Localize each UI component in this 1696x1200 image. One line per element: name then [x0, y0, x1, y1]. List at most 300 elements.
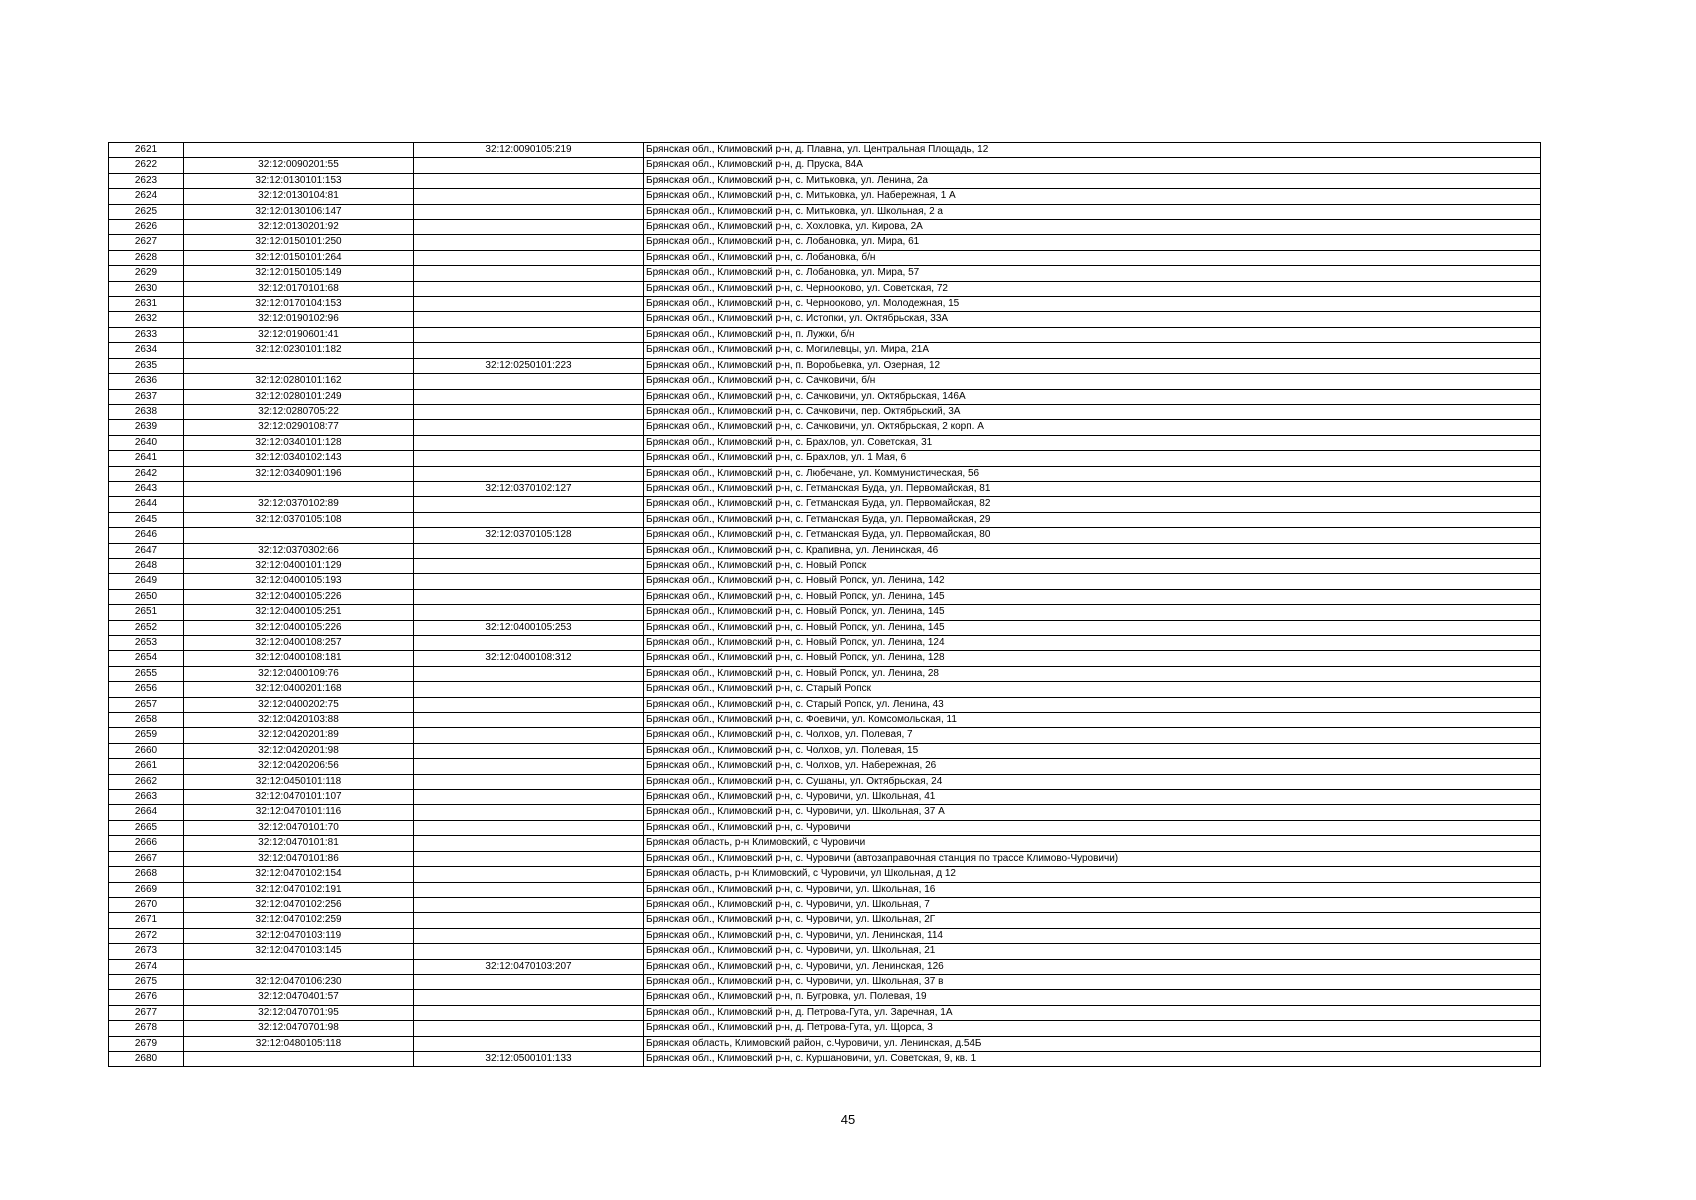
address-cell: Брянская обл., Климовский р-н, с. Чуровичи (автозаправочная станция по трассе Климово-Чуровичи): [644, 851, 1541, 866]
cadastral-number-cell: 32:12:0170104:153: [184, 297, 414, 312]
cadastral-number-cell: [184, 959, 414, 974]
cadastral-number-cell: 32:12:0420201:98: [184, 743, 414, 758]
row-number-cell: 2652: [109, 620, 184, 635]
table-body: [109, 143, 1541, 1067]
table-row: [109, 173, 1541, 188]
address-cell: Брянская обл., Климовский р-н, с. Новый Ропск, ул. Ленина, 142: [644, 574, 1541, 589]
table-row: [109, 158, 1541, 173]
address-cell: Брянская обл., Климовский р-н, с. Старый Ропск, ул. Ленина, 43: [644, 697, 1541, 712]
row-number-cell: 2645: [109, 512, 184, 527]
row-number-cell: 2665: [109, 820, 184, 835]
row-number-cell: 2647: [109, 543, 184, 558]
cadastral-number-cell: 32:12:0470103:119: [184, 928, 414, 943]
secondary-cadastral-number-cell: [414, 497, 644, 512]
row-number-cell: 2641: [109, 451, 184, 466]
table-row: [109, 204, 1541, 219]
secondary-cadastral-number-cell: [414, 1036, 644, 1051]
table-row: [109, 343, 1541, 358]
secondary-cadastral-number-cell: [414, 851, 644, 866]
row-number-cell: 2677: [109, 1005, 184, 1020]
cadastral-number-cell: 32:12:0370302:66: [184, 543, 414, 558]
row-number-cell: 2680: [109, 1051, 184, 1066]
secondary-cadastral-number-cell: [414, 158, 644, 173]
row-number-cell: 2626: [109, 220, 184, 235]
address-cell: Брянская обл., Климовский р-н, с. Чолхов, ул. Полевая, 7: [644, 728, 1541, 743]
table-row: [109, 327, 1541, 342]
row-number-cell: 2644: [109, 497, 184, 512]
address-cell: Брянская обл., Климовский р-н, с. Чуровичи, ул. Школьная, 37 А: [644, 805, 1541, 820]
table-row: [109, 944, 1541, 959]
cadastral-number-cell: 32:12:0470101:70: [184, 820, 414, 835]
cadastral-number-cell: 32:12:0340101:128: [184, 435, 414, 450]
row-number-cell: 2668: [109, 867, 184, 882]
secondary-cadastral-number-cell: [414, 605, 644, 620]
table-row: [109, 497, 1541, 512]
secondary-cadastral-number-cell: [414, 589, 644, 604]
cadastral-number-cell: 32:12:0470102:259: [184, 913, 414, 928]
secondary-cadastral-number-cell: [414, 435, 644, 450]
address-cell: Брянская обл., Климовский р-н, с. Истопки, ул. Октябрьская, 33А: [644, 312, 1541, 327]
address-cell: Брянская обл., Климовский р-н, с. Сачковичи, пер. Октябрьский, 3А: [644, 404, 1541, 419]
cadastral-number-cell: 32:12:0150101:250: [184, 235, 414, 250]
row-number-cell: 2635: [109, 358, 184, 373]
address-cell: Брянская обл., Климовский р-н, с. Хохловка, ул. Кирова, 2А: [644, 220, 1541, 235]
address-cell: Брянская обл., Климовский р-н, с. Гетманская Буда, ул. Первомайская, 82: [644, 497, 1541, 512]
address-cell: Брянская обл., Климовский р-н, с. Чуровичи, ул. Школьная, 2Г: [644, 913, 1541, 928]
table-row: [109, 805, 1541, 820]
cadastral-number-cell: 32:12:0470102:256: [184, 897, 414, 912]
table-row: [109, 451, 1541, 466]
table-row: [109, 851, 1541, 866]
secondary-cadastral-number-cell: [414, 574, 644, 589]
secondary-cadastral-number-cell: [414, 173, 644, 188]
table-row: [109, 1051, 1541, 1066]
table-row: [109, 1036, 1541, 1051]
secondary-cadastral-number-cell: [414, 374, 644, 389]
secondary-cadastral-number-cell: [414, 743, 644, 758]
table-row: [109, 759, 1541, 774]
cadastral-number-cell: 32:12:0470101:116: [184, 805, 414, 820]
cadastral-number-cell: 32:12:0400101:129: [184, 558, 414, 573]
row-number-cell: 2676: [109, 990, 184, 1005]
secondary-cadastral-number-cell: [414, 404, 644, 419]
row-number-cell: 2651: [109, 605, 184, 620]
table-row: [109, 913, 1541, 928]
table-row: [109, 374, 1541, 389]
address-cell: Брянская обл., Климовский р-н, с. Чернооково, ул. Молодежная, 15: [644, 297, 1541, 312]
cadastral-number-cell: 32:12:0400202:75: [184, 697, 414, 712]
table-row: [109, 713, 1541, 728]
row-number-cell: 2624: [109, 189, 184, 204]
table-row: [109, 435, 1541, 450]
secondary-cadastral-number-cell: 32:12:0370102:127: [414, 481, 644, 496]
table-row: [109, 589, 1541, 604]
cadastral-number-cell: 32:12:0400108:257: [184, 636, 414, 651]
row-number-cell: 2661: [109, 759, 184, 774]
secondary-cadastral-number-cell: [414, 420, 644, 435]
cadastral-number-cell: 32:12:0400105:251: [184, 605, 414, 620]
secondary-cadastral-number-cell: [414, 913, 644, 928]
secondary-cadastral-number-cell: [414, 297, 644, 312]
address-cell: Брянская обл., Климовский р-н, с. Митьковка, ул. Ленина, 2а: [644, 173, 1541, 188]
cadastral-number-cell: 32:12:0470701:98: [184, 1021, 414, 1036]
secondary-cadastral-number-cell: [414, 882, 644, 897]
row-number-cell: 2663: [109, 790, 184, 805]
table-row: [109, 682, 1541, 697]
table-row: [109, 651, 1541, 666]
secondary-cadastral-number-cell: [414, 728, 644, 743]
table-row: [109, 882, 1541, 897]
table-row: [109, 743, 1541, 758]
table-row: [109, 636, 1541, 651]
cadastral-number-cell: [184, 481, 414, 496]
table-row: [109, 297, 1541, 312]
secondary-cadastral-number-cell: [414, 990, 644, 1005]
cadastral-number-cell: 32:12:0470401:57: [184, 990, 414, 1005]
table-row: [109, 820, 1541, 835]
secondary-cadastral-number-cell: [414, 389, 644, 404]
address-cell: Брянская обл., Климовский р-н, с. Новый Ропск, ул. Ленина, 145: [644, 589, 1541, 604]
cadastral-number-cell: 32:12:0130104:81: [184, 189, 414, 204]
row-number-cell: 2667: [109, 851, 184, 866]
secondary-cadastral-number-cell: 32:12:0250101:223: [414, 358, 644, 373]
cadastral-number-cell: 32:12:0150101:264: [184, 250, 414, 265]
secondary-cadastral-number-cell: [414, 944, 644, 959]
address-cell: Брянская обл., Климовский р-н, с. Лобановка, б/н: [644, 250, 1541, 265]
cadastral-number-cell: 32:12:0470102:154: [184, 867, 414, 882]
secondary-cadastral-number-cell: [414, 312, 644, 327]
address-cell: Брянская обл., Климовский р-н, с. Новый Ропск, ул. Ленина, 124: [644, 636, 1541, 651]
address-cell: Брянская обл., Климовский р-н, с. Чуровичи, ул. Школьная, 16: [644, 882, 1541, 897]
row-number-cell: 2669: [109, 882, 184, 897]
secondary-cadastral-number-cell: [414, 820, 644, 835]
cadastral-number-cell: 32:12:0150105:149: [184, 266, 414, 281]
address-cell: Брянская обл., Климовский р-н, с. Митьковка, ул. Набережная, 1 А: [644, 189, 1541, 204]
cadastral-number-cell: 32:12:0400109:76: [184, 666, 414, 681]
secondary-cadastral-number-cell: [414, 790, 644, 805]
cadastral-number-cell: 32:12:0370102:89: [184, 497, 414, 512]
row-number-cell: 2656: [109, 682, 184, 697]
row-number-cell: 2642: [109, 466, 184, 481]
table-row: [109, 666, 1541, 681]
row-number-cell: 2670: [109, 897, 184, 912]
address-cell: Брянская обл., Климовский р-н, с. Чуровичи, ул. Ленинская, 114: [644, 928, 1541, 943]
table-row: [109, 528, 1541, 543]
secondary-cadastral-number-cell: [414, 235, 644, 250]
table-row: [109, 1005, 1541, 1020]
address-cell: Брянская обл., Климовский р-н, с. Крапивна, ул. Ленинская, 46: [644, 543, 1541, 558]
address-cell: Брянская обл., Климовский р-н, с. Чолхов, ул. Полевая, 15: [644, 743, 1541, 758]
secondary-cadastral-number-cell: [414, 451, 644, 466]
address-cell: Брянская обл., Климовский р-н, д. Петрова-Гута, ул. Заречная, 1А: [644, 1005, 1541, 1020]
table-row: [109, 312, 1541, 327]
secondary-cadastral-number-cell: [414, 281, 644, 296]
row-number-cell: 2655: [109, 666, 184, 681]
row-number-cell: 2666: [109, 836, 184, 851]
secondary-cadastral-number-cell: 32:12:0500101:133: [414, 1051, 644, 1066]
table-row: [109, 897, 1541, 912]
row-number-cell: 2648: [109, 558, 184, 573]
cadastral-number-cell: 32:12:0190102:96: [184, 312, 414, 327]
row-number-cell: 2640: [109, 435, 184, 450]
secondary-cadastral-number-cell: [414, 558, 644, 573]
table-row: [109, 266, 1541, 281]
address-cell: Брянская обл., Климовский р-н, с. Чернооково, ул. Советская, 72: [644, 281, 1541, 296]
cadastral-number-cell: 32:12:0420103:88: [184, 713, 414, 728]
row-number-cell: 2623: [109, 173, 184, 188]
row-number-cell: 2679: [109, 1036, 184, 1051]
address-cell: Брянская обл., Климовский р-н, с. Чуровичи, ул. Школьная, 21: [644, 944, 1541, 959]
secondary-cadastral-number-cell: [414, 466, 644, 481]
address-cell: Брянская обл., Климовский р-н, с. Чолхов, ул. Набережная, 26: [644, 759, 1541, 774]
cadastral-number-cell: [184, 528, 414, 543]
cadastral-number-cell: 32:12:0130106:147: [184, 204, 414, 219]
table-row: [109, 697, 1541, 712]
address-cell: Брянская обл., Климовский р-н, с. Могилевцы, ул. Мира, 21А: [644, 343, 1541, 358]
address-cell: Брянская обл., Климовский р-н, с. Старый Ропск: [644, 682, 1541, 697]
cadastral-number-cell: 32:12:0470101:86: [184, 851, 414, 866]
table-row: [109, 728, 1541, 743]
row-number-cell: 2660: [109, 743, 184, 758]
address-cell: Брянская обл., Климовский р-н, с. Сачковичи, б/н: [644, 374, 1541, 389]
cadastral-number-cell: 32:12:0370105:108: [184, 512, 414, 527]
address-cell: Брянская область, р-н Климовский, с Чуровичи: [644, 836, 1541, 851]
cadastral-number-cell: 32:12:0450101:118: [184, 774, 414, 789]
table-row: [109, 143, 1541, 158]
cadastral-number-cell: 32:12:0190601:41: [184, 327, 414, 342]
address-cell: Брянская обл., Климовский р-н, с. Фоевичи, ул. Комсомольская, 11: [644, 713, 1541, 728]
row-number-cell: 2622: [109, 158, 184, 173]
cadastral-number-cell: 32:12:0470106:230: [184, 974, 414, 989]
page-number: 45: [840, 1112, 856, 1127]
table-row: [109, 250, 1541, 265]
cadastral-number-cell: 32:12:0290108:77: [184, 420, 414, 435]
row-number-cell: 2658: [109, 713, 184, 728]
address-cell: Брянская обл., Климовский р-н, п. Бугровка, ул. Полевая, 19: [644, 990, 1541, 1005]
secondary-cadastral-number-cell: [414, 250, 644, 265]
row-number-cell: 2638: [109, 404, 184, 419]
row-number-cell: 2632: [109, 312, 184, 327]
cadastral-number-cell: 32:12:0470101:107: [184, 790, 414, 805]
address-cell: Брянская обл., Климовский р-н, д. Пруска, 84А: [644, 158, 1541, 173]
secondary-cadastral-number-cell: [414, 774, 644, 789]
address-cell: Брянская обл., Климовский р-н, с. Гетманская Буда, ул. Первомайская, 81: [644, 481, 1541, 496]
table-row: [109, 558, 1541, 573]
cadastral-number-cell: 32:12:0130201:92: [184, 220, 414, 235]
address-cell: Брянская обл., Климовский р-н, с. Чуровичи: [644, 820, 1541, 835]
cadastral-number-cell: 32:12:0480105:118: [184, 1036, 414, 1051]
cadastral-number-cell: [184, 358, 414, 373]
table-row: [109, 189, 1541, 204]
row-number-cell: 2637: [109, 389, 184, 404]
row-number-cell: 2633: [109, 327, 184, 342]
secondary-cadastral-number-cell: 32:12:0400105:253: [414, 620, 644, 635]
secondary-cadastral-number-cell: 32:12:0470103:207: [414, 959, 644, 974]
secondary-cadastral-number-cell: [414, 867, 644, 882]
row-number-cell: 2627: [109, 235, 184, 250]
secondary-cadastral-number-cell: [414, 759, 644, 774]
secondary-cadastral-number-cell: [414, 343, 644, 358]
address-cell: Брянская обл., Климовский р-н, с. Новый Ропск, ул. Ленина, 145: [644, 605, 1541, 620]
address-cell: Брянская обл., Климовский р-н, п. Лужки, б/н: [644, 327, 1541, 342]
secondary-cadastral-number-cell: [414, 974, 644, 989]
table-row: [109, 836, 1541, 851]
address-cell: Брянская обл., Климовский р-н, с. Чуровичи, ул. Школьная, 41: [644, 790, 1541, 805]
row-number-cell: 2657: [109, 697, 184, 712]
address-cell: Брянская обл., Климовский р-н, с. Сачковичи, ул. Октябрьская, 146А: [644, 389, 1541, 404]
address-cell: Брянская область, р-н Климовский, с Чуровичи, ул Школьная, д 12: [644, 867, 1541, 882]
cadastral-number-cell: 32:12:0420206:56: [184, 759, 414, 774]
table-row: [109, 512, 1541, 527]
cadastral-number-cell: [184, 143, 414, 158]
row-number-cell: 2629: [109, 266, 184, 281]
table-row: [109, 404, 1541, 419]
table-row: [109, 990, 1541, 1005]
secondary-cadastral-number-cell: [414, 189, 644, 204]
secondary-cadastral-number-cell: 32:12:0400108:312: [414, 651, 644, 666]
cadastral-number-cell: 32:12:0400105:193: [184, 574, 414, 589]
address-cell: Брянская обл., Климовский р-н, с. Гетманская Буда, ул. Первомайская, 29: [644, 512, 1541, 527]
secondary-cadastral-number-cell: [414, 1005, 644, 1020]
address-cell: Брянская обл., Климовский р-н, с. Новый Ропск: [644, 558, 1541, 573]
row-number-cell: 2631: [109, 297, 184, 312]
secondary-cadastral-number-cell: [414, 266, 644, 281]
row-number-cell: 2625: [109, 204, 184, 219]
row-number-cell: 2673: [109, 944, 184, 959]
cadastral-number-cell: 32:12:0280101:162: [184, 374, 414, 389]
row-number-cell: 2659: [109, 728, 184, 743]
address-cell: Брянская обл., Климовский р-н, с. Чуровичи, ул. Школьная, 37 в: [644, 974, 1541, 989]
row-number-cell: 2649: [109, 574, 184, 589]
cadastral-number-cell: 32:12:0090201:55: [184, 158, 414, 173]
cadastral-number-cell: 32:12:0340901:196: [184, 466, 414, 481]
row-number-cell: 2628: [109, 250, 184, 265]
address-cell: Брянская обл., Климовский р-н, с. Новый Ропск, ул. Ленина, 145: [644, 620, 1541, 635]
secondary-cadastral-number-cell: [414, 928, 644, 943]
cadastral-number-cell: 32:12:0400105:226: [184, 620, 414, 635]
secondary-cadastral-number-cell: 32:12:0370105:128: [414, 528, 644, 543]
cadastral-number-cell: 32:12:0130101:153: [184, 173, 414, 188]
row-number-cell: 2643: [109, 481, 184, 496]
cadastral-number-cell: [184, 1051, 414, 1066]
row-number-cell: 2621: [109, 143, 184, 158]
table-row: [109, 389, 1541, 404]
address-cell: Брянская обл., Климовский р-н, п. Воробьевка, ул. Озерная, 12: [644, 358, 1541, 373]
table-row: [109, 358, 1541, 373]
cadastral-number-cell: 32:12:0470103:145: [184, 944, 414, 959]
address-cell: Брянская обл., Климовский р-н, с. Брахлов, ул. Советская, 31: [644, 435, 1541, 450]
secondary-cadastral-number-cell: [414, 897, 644, 912]
address-cell: Брянская обл., Климовский р-н, с. Митьковка, ул. Школьная, 2 а: [644, 204, 1541, 219]
address-cell: Брянская обл., Климовский р-н, с. Брахлов, ул. 1 Мая, 6: [644, 451, 1541, 466]
table-row: [109, 959, 1541, 974]
cadastral-number-cell: 32:12:0400108:181: [184, 651, 414, 666]
address-cell: Брянская обл., Климовский р-н, с. Лобановка, ул. Мира, 57: [644, 266, 1541, 281]
row-number-cell: 2630: [109, 281, 184, 296]
row-number-cell: 2675: [109, 974, 184, 989]
secondary-cadastral-number-cell: [414, 1021, 644, 1036]
address-cell: Брянская обл., Климовский р-н, с. Куршановичи, ул. Советская, 9, кв. 1: [644, 1051, 1541, 1066]
address-cell: Брянская обл., Климовский р-н, с. Новый Ропск, ул. Ленина, 28: [644, 666, 1541, 681]
table-row: [109, 867, 1541, 882]
cadastral-number-cell: 32:12:0470101:81: [184, 836, 414, 851]
secondary-cadastral-number-cell: [414, 682, 644, 697]
row-number-cell: 2664: [109, 805, 184, 820]
row-number-cell: 2678: [109, 1021, 184, 1036]
secondary-cadastral-number-cell: [414, 836, 644, 851]
cadastral-number-cell: 32:12:0470102:191: [184, 882, 414, 897]
row-number-cell: 2639: [109, 420, 184, 435]
secondary-cadastral-number-cell: [414, 543, 644, 558]
address-cell: Брянская обл., Климовский р-н, д. Плавна, ул. Центральная Площадь, 12: [644, 143, 1541, 158]
cadastral-number-cell: 32:12:0340102:143: [184, 451, 414, 466]
row-number-cell: 2634: [109, 343, 184, 358]
cadastral-number-cell: 32:12:0280101:249: [184, 389, 414, 404]
row-number-cell: 2654: [109, 651, 184, 666]
row-number-cell: 2650: [109, 589, 184, 604]
table-row: [109, 1021, 1541, 1036]
cadastral-number-cell: 32:12:0420201:89: [184, 728, 414, 743]
address-cell: Брянская область, Климовский район, с.Чуровичи, ул. Ленинская, д.54Б: [644, 1036, 1541, 1051]
row-number-cell: 2671: [109, 913, 184, 928]
table-row: [109, 928, 1541, 943]
cadastral-number-cell: 32:12:0400105:226: [184, 589, 414, 604]
address-cell: Брянская обл., Климовский р-н, с. Лобановка, ул. Мира, 61: [644, 235, 1541, 250]
secondary-cadastral-number-cell: [414, 805, 644, 820]
row-number-cell: 2636: [109, 374, 184, 389]
cadastral-number-cell: 32:12:0170101:68: [184, 281, 414, 296]
secondary-cadastral-number-cell: [414, 697, 644, 712]
row-number-cell: 2672: [109, 928, 184, 943]
secondary-cadastral-number-cell: [414, 220, 644, 235]
table-row: [109, 605, 1541, 620]
cadastral-number-cell: 32:12:0230101:182: [184, 343, 414, 358]
table-row: [109, 235, 1541, 250]
table-row: [109, 281, 1541, 296]
address-cell: Брянская обл., Климовский р-н, д. Петрова-Гута, ул. Щорса, 3: [644, 1021, 1541, 1036]
table-row: [109, 481, 1541, 496]
table-row: [109, 774, 1541, 789]
address-cell: Брянская обл., Климовский р-н, с. Любечане, ул. Коммунистическая, 56: [644, 466, 1541, 481]
table-row: [109, 220, 1541, 235]
secondary-cadastral-number-cell: [414, 512, 644, 527]
table-row: [109, 543, 1541, 558]
secondary-cadastral-number-cell: [414, 713, 644, 728]
table-row: [109, 620, 1541, 635]
address-cell: Брянская обл., Климовский р-н, с. Сушаны, ул. Октябрьская, 24: [644, 774, 1541, 789]
row-number-cell: 2674: [109, 959, 184, 974]
secondary-cadastral-number-cell: [414, 666, 644, 681]
table-row: [109, 790, 1541, 805]
property-table: [108, 142, 1541, 1067]
address-cell: Брянская обл., Климовский р-н, с. Чуровичи, ул. Ленинская, 126: [644, 959, 1541, 974]
address-cell: Брянская обл., Климовский р-н, с. Новый Ропск, ул. Ленина, 128: [644, 651, 1541, 666]
address-cell: Брянская обл., Климовский р-н, с. Гетманская Буда, ул. Первомайская, 80: [644, 528, 1541, 543]
secondary-cadastral-number-cell: [414, 204, 644, 219]
row-number-cell: 2653: [109, 636, 184, 651]
table-row: [109, 420, 1541, 435]
cadastral-number-cell: 32:12:0280705:22: [184, 404, 414, 419]
secondary-cadastral-number-cell: [414, 636, 644, 651]
address-cell: Брянская обл., Климовский р-н, с. Сачковичи, ул. Октябрьская, 2 корп. А: [644, 420, 1541, 435]
table-row: [109, 974, 1541, 989]
table-row: [109, 466, 1541, 481]
row-number-cell: 2662: [109, 774, 184, 789]
secondary-cadastral-number-cell: [414, 327, 644, 342]
secondary-cadastral-number-cell: 32:12:0090105:219: [414, 143, 644, 158]
cadastral-number-cell: 32:12:0470701:95: [184, 1005, 414, 1020]
row-number-cell: 2646: [109, 528, 184, 543]
